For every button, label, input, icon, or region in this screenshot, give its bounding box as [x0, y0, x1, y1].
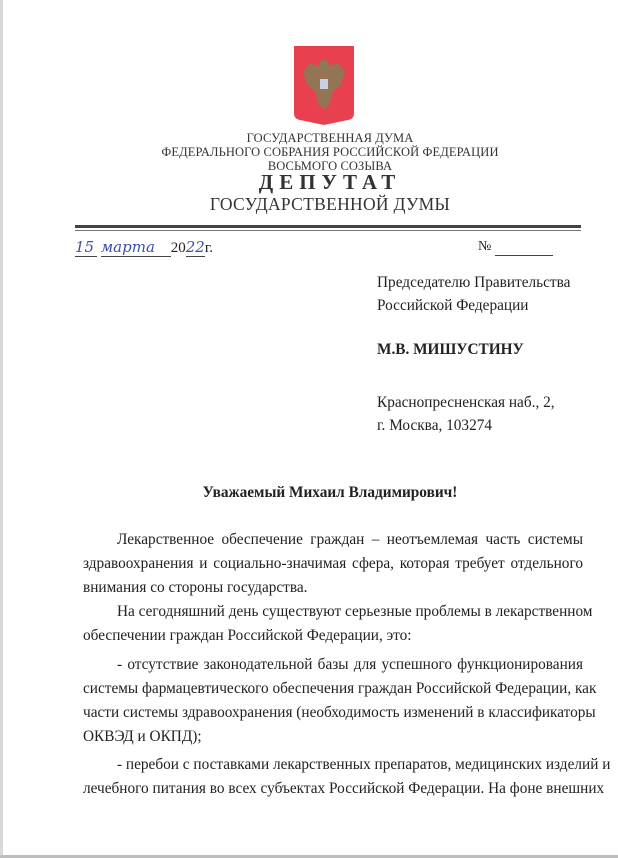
body-line: здравоохранения и социально-значимая сфера, которая требует отдельного [83, 555, 583, 572]
recipient-address-2: г. Москва, 103274 [377, 417, 493, 434]
date-day: 15 [75, 238, 97, 257]
header-rule-thin [75, 230, 581, 231]
body-line: На сегодняшний день существуют серьезные проблемы в лекарственном [117, 603, 593, 620]
number-label: № [478, 239, 492, 254]
body-line: обеспечении граждан Российской Федерации, это: [83, 627, 412, 644]
header-rule-thick [75, 225, 581, 228]
document-number [478, 239, 553, 256]
letterhead-line-1: ГОСУДАРСТВЕННАЯ ДУМА [246, 131, 414, 145]
date-year-suffix: 22 [185, 238, 205, 256]
body-line: части системы здравоохранения (необходимость изменений в классификаторы [83, 704, 596, 721]
recipient-line-2: Российской Федерации [377, 297, 529, 314]
recipient-address-1: Краснопресненская наб., 2, [377, 394, 555, 411]
letterhead-line-2: ФЕДЕРАЛЬНОГО СОБРАНИЯ РОССИЙСКОЙ ФЕДЕРАЦИИ [161, 145, 499, 159]
body-line: Лекарственное обеспечение граждан – неотъемлемая часть системы [117, 531, 583, 548]
date-line [75, 238, 213, 257]
body-line: лечебного питания во всех субъектах Российской Федерации. На фоне внешних [83, 780, 605, 797]
recipient-name: М.В. МИШУСТИНУ [377, 341, 524, 358]
letterhead-title: ДЕПУТАТ [258, 170, 402, 194]
coat-of-arms-icon [293, 45, 355, 127]
date-year-prefix: 20 [170, 240, 186, 256]
body-line: - отсутствие законодательной базы для успешного функционирования [117, 656, 583, 673]
body-line: внимания со стороны государства. [83, 579, 308, 596]
body-line: ОКВЭД и ОКПД); [83, 728, 202, 745]
letterhead-line-3: ВОСЬМОГО СОЗЫВА [267, 159, 393, 173]
date-month: марта [101, 238, 171, 257]
letterhead-subtitle: ГОСУДАРСТВЕННОЙ ДУМЫ [209, 194, 451, 214]
number-blank [495, 239, 553, 256]
greeting: Уважаемый Михаил Владимирович! [202, 484, 458, 501]
recipient-line-1: Председателю Правительства [377, 274, 571, 291]
body-line: системы фармацевтического обеспечения граждан Российской Федерации, как [83, 680, 597, 697]
page-left-edge [0, 0, 3, 858]
date-suffix: г. [204, 240, 214, 256]
body-line: - перебои с поставками лекарственных препаратов, медицинских изделий и [117, 756, 611, 773]
